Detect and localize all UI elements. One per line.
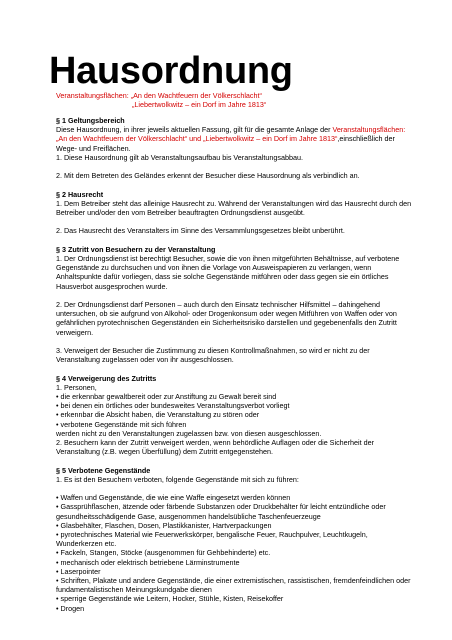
paragraph: 1. Personen, [56, 382, 97, 392]
paragraph: 1. Diese Hausordnung gilt ab Veranstaltungsaufbau bis Veranstaltungsabbau. [56, 152, 303, 162]
list-item: • Glasbehälter, Flaschen, Dosen, Plastikkanister, Hartverpackungen [56, 520, 272, 530]
venue-label: Veranstaltungsflächen: [56, 91, 129, 100]
paragraph-text: Diese Hausordnung, in ihrer jeweils aktuellen Fassung, gilt für die gesamte Anlage der [56, 125, 331, 135]
venue-line-2: „Liebertwolkwitz – ein Dorf im Jahre 1813“ [132, 100, 267, 110]
paragraph: werden nicht zu den Veranstaltungen zugelassen bzw. von diesen ausgeschlossen. [56, 428, 322, 438]
list-item: • Waffen und Gegenstände, die wie eine Waffe eingesetzt werden können [56, 493, 291, 503]
paragraph [56, 125, 412, 153]
list-item: • verbotene Gegenstände mit sich führen [56, 419, 187, 429]
paragraph-text: ,einschließlich der Wege- und Freiflächen. [56, 134, 395, 153]
list-item: • Gassprühflaschen, ätzende oder färbende Substanzen oder Druckbehälter für leicht entzündliche oder gesundheitsschädigende Gase, ausgenommen handelsübliche Taschenfeuerzeuge [56, 502, 386, 521]
list-item: • pyrotechnisches Material wie Feuerwerkskörper, bengalische Feuer, Rauchpulver, Leuchtkugeln, Wunderkerzen etc. [56, 530, 368, 549]
paragraph: 2. Das Hausrecht des Veranstalters im Sinne des Versammlungsgesetzes bleibt unberührt. [56, 226, 345, 236]
section-heading: § 5 Verbotene Gegenstände [56, 465, 151, 475]
list-item: • Laserpointer [56, 566, 101, 576]
paragraph: 1. Dem Betreiber steht das alleinige Hausrecht zu. Während der Veranstaltungen wird das Hausrecht durch den Betreiber und/oder den vom Betreiber beauftragten Ordnungsdienst ausgeübt. [56, 198, 412, 217]
section-heading: § 3 Zutritt von Besuchern zu der Veranstaltung [56, 244, 216, 254]
section-heading: § 4 Verweigerung des Zutritts [56, 373, 157, 383]
paragraph: 1. Es ist den Besuchern verboten, folgende Gegenstände mit sich zu führen: [56, 474, 299, 484]
section-heading: § 1 Geltungsbereich [56, 116, 125, 125]
paragraph: 2. Mit dem Betreten des Geländes erkennt der Besucher diese Hausordnung als verbindlich an. [56, 171, 360, 181]
paragraph: 2. Besuchern kann der Zutritt verweigert werden, wenn behördliche Auflagen oder die Sicherheit der Veranstaltung (z.B. wegen Überfüllung) dem Zutritt entgegenstehen. [56, 438, 375, 457]
paragraph: 1. Der Ordnungsdienst ist berechtigt Besucher, sowie die von ihnen mitgeführten Behältnisse, auf verbotene Gegenstände zu durchsuchen und von ihnen die Vorlage von Ausweispapieren zu verlangen, wenn Anhaltspunkte dafür vorliegen, dass sie solche Gegenstände mitführen oder dass gegen sie ein örtliches Hausverbot ausgesprochen wurde. [56, 253, 400, 291]
list-item: • bei denen ein örtliches oder bundesweites Veranstaltungsverbot vorliegt [56, 401, 290, 411]
list-item: • mechanisch oder elektrisch betriebene Lärminstrumente [56, 557, 240, 567]
list-item: • Schriften, Plakate und andere Gegenstände, die einer extremistischen, rassistischen, fremdenfeindlichen oder fundamentalistischen Meinungskundgabe dienen [56, 576, 411, 595]
list-item: • die erkennbar gewaltbereit oder zur Anstiftung zu Gewalt bereit sind [56, 391, 277, 401]
paragraph: 3. Verweigert der Besucher die Zustimmung zu diesen Kontrollmaßnahmen, so wird er nicht zu der Veranstaltung zugelassen oder von ihr ausgeschlossen. [56, 345, 370, 365]
venue-subtitle [56, 91, 266, 109]
list-item: • Drogen [56, 603, 85, 613]
page-title: Hausordnung [49, 50, 293, 92]
venue-reference: Veranstaltungsflächen: „An den Wachtfeuern der Völkerschlacht“ und „Liebertwolkwitz – ein Dorf im Jahre 1813“ [56, 125, 406, 144]
paragraph: 2. Der Ordnungsdienst darf Personen – auch durch den Einsatz technischer Hilfsmittel – dahingehend untersuchen, ob sie aufgrund von Alkohol- oder Drogenkonsum oder wegen Mitführen von Waffen oder von gefährlichen pyrotechnischen Gegenständen ein Sicherheitsrisiko darstellen und gegebenenfalls den Zutritt verweigern. [56, 299, 397, 337]
section-heading: § 2 Hausrecht [56, 189, 104, 199]
list-item: • sperrige Gegenstände wie Leitern, Hocker, Stühle, Kisten, Reisekoffer [56, 594, 284, 604]
venue-line-1: „An den Wachtfeuern der Völkerschlacht“ [130, 91, 262, 100]
list-item: • erkennbar die Absicht haben, die Veranstaltung zu stören oder [56, 410, 260, 420]
document-body [56, 116, 412, 613]
list-item: • Fackeln, Stangen, Stöcke (ausgenommen für Gehbehinderte) etc. [56, 548, 271, 558]
